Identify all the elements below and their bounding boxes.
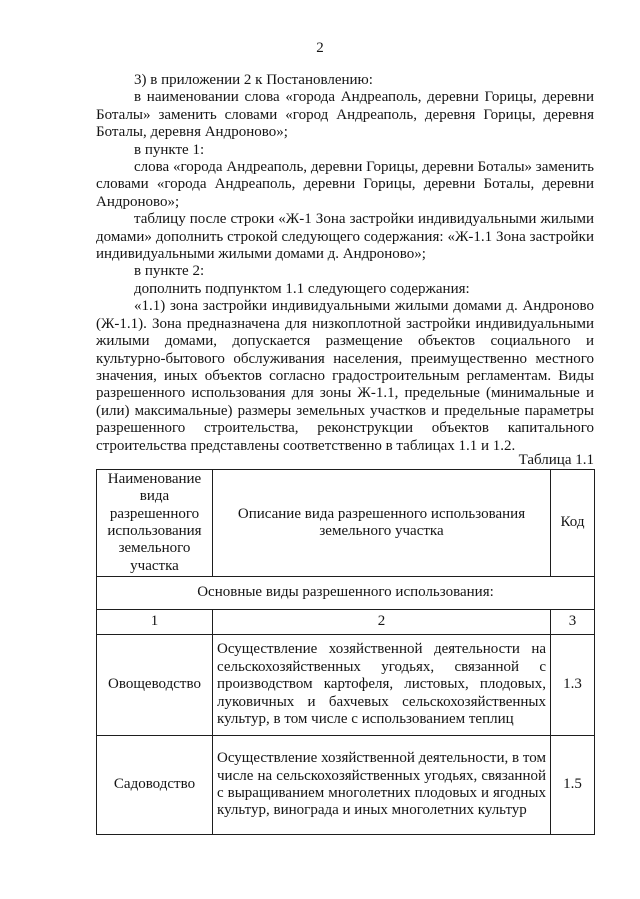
header-name: Наименование вида разрешенного использования земельного участка	[97, 470, 213, 577]
row-description: Осуществление хозяйственной деятельности, в том числе на сельскохозяйственных угодьях, связанной с выращиванием многолетних плодовых и ягодных культур, винограда и иных многолетних культур	[213, 736, 551, 835]
column-number: 2	[213, 610, 551, 635]
paragraph-table-addition: таблицу после строки «Ж-1 Зона застройки индивидуальными жилыми домами» дополнить строкой следующего содержания: «Ж-1.1 Зона застройки индивидуальными жилыми домами д. Андроново»;	[96, 211, 594, 263]
group-heading: Основные виды разрешенного использования:	[97, 577, 595, 610]
header-code: Код	[551, 470, 595, 577]
paragraph-point-2: в пункте 2:	[134, 263, 205, 280]
table-caption: Таблица 1.1	[518, 452, 594, 468]
column-number: 3	[551, 610, 595, 635]
document-body	[96, 72, 594, 455]
page-number: 2	[316, 40, 324, 56]
group-heading-row	[97, 577, 595, 610]
paragraph-point-1: в пункте 1:	[134, 141, 205, 158]
header-description: Описание вида разрешенного использования земельного участка	[213, 470, 551, 577]
row-code: 1.5	[551, 736, 595, 835]
paragraph-item-3: 3) в приложении 2 к Постановлению:	[134, 72, 373, 88]
row-name: Садоводство	[97, 736, 213, 835]
table-row	[97, 635, 595, 736]
paragraph-zone-description: «1.1) зона застройки индивидуальными жилыми домами д. Андроново (Ж-1.1). Зона предназначена для низкоплотной застройки индивидуальными жилыми домами, допускается размещение объектов социального и культурно-бытового обслуживания населения, преимущественно местного значения, иных объектов согласно градостроительным регламентам. Виды разрешенного использования для зоны Ж-1.1, предельные (минимальные и (или) максимальные) размеры земельных участков и предельные параметры разрешенного строительства, реконструкции объектов капитального строительства представлены соответственно в таблицах 1.1 и 1.2.	[96, 298, 594, 454]
table-header-row	[97, 470, 595, 577]
column-number: 1	[97, 610, 213, 635]
row-name: Овощеводство	[97, 635, 213, 736]
paragraph-title-change: в наименовании слова «города Андреаполь, деревни Горицы, деревни Боталы» заменить словами «город Андреаполь, деревня Горицы, деревня Боталы, деревня Андроново»;	[96, 89, 594, 141]
paragraph-subpoint-addition: дополнить подпунктом 1.1 следующего содержания:	[134, 280, 470, 297]
column-number-row	[97, 610, 595, 635]
paragraph-words-change: слова «города Андреаполь, деревни Горицы, деревни Боталы» заменить словами «города Андреаполь, деревни Горицы, деревни Боталы, деревни Андроново»;	[96, 159, 594, 210]
row-description: Осуществление хозяйственной деятельности на сельскохозяйственных угодьях, связанной с производством картофеля, листовых, плодовых, луковичных и бахчевых сельскохозяйственных культур, в том числе с использованием теплиц	[213, 635, 551, 736]
table-row	[97, 736, 595, 835]
land-use-table	[96, 469, 595, 835]
row-code: 1.3	[551, 635, 595, 736]
